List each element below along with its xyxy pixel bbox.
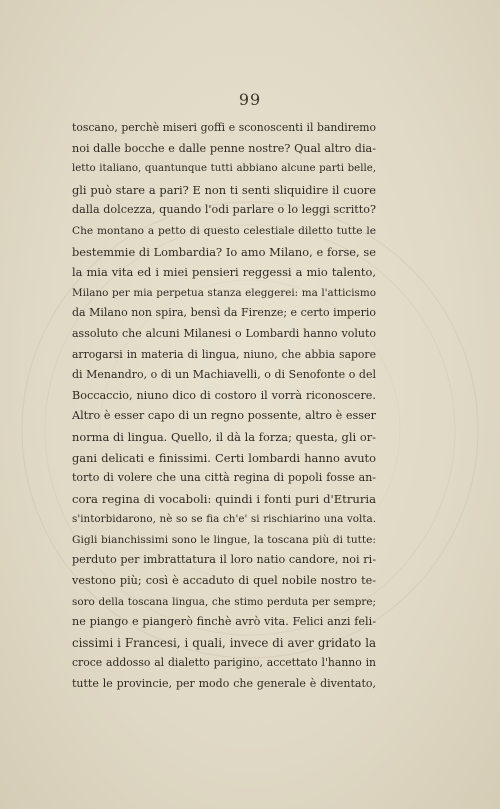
text-line: perduto per imbrattatura il loro natio candore, noi ri- [72, 553, 376, 567]
text-line: di Menandro, o di un Machiavelli, o di Senofonte o del [72, 368, 376, 382]
text-line: gani delicati e finissimi. Certi lombardi hanno avuto [72, 450, 376, 465]
text-line: toscano, perchè miseri goffi e sconoscenti il bandiremo [72, 121, 376, 134]
text-line: Milano per mia perpetua stanza eleggerei: ma l'atticismo [72, 286, 376, 299]
text-line: assoluto che alcuni Milanesi o Lombardi hanno voluto [72, 326, 376, 340]
text-line: gli può stare a pari? E non ti senti sliquidire il cuore [72, 182, 376, 197]
text-line: letto italiano, quantunque tutti abbiano alcune parti belle, [72, 163, 376, 175]
text-line: Gigli bianchissimi sono le lingue, la toscana più di tutte: [72, 533, 376, 546]
text-line: s'intorbidarono, nè so se fia ch'e' si rischiarino una volta. [72, 513, 376, 526]
text-line: da Milano non spira, bensì da Firenze; e certo imperio [72, 306, 376, 320]
text-line: arrogarsi in materia di lingua, niuno, che abbia sapore [72, 347, 376, 361]
text-line: Che montano a petto di questo celestiale diletto tutte le [72, 224, 376, 237]
text-line: croce addosso al dialetto parigino, accettato l'hanno in [72, 656, 376, 670]
text-line: tutte le provincie, per modo che generale è diventato, [72, 677, 376, 691]
text-line: norma di lingua. Quello, il dà la forza; questa, gli or- [72, 429, 376, 444]
text-line: la mia vita ed i miei pensieri reggessi a mio talento, [72, 265, 376, 280]
text-line: cissimi i Francesi, i quali, invece di aver gridato la [72, 635, 376, 650]
text-line: bestemmie di Lombardia? Io amo Milano, e forse, se [72, 244, 376, 259]
text-line: vestono più; così è accaduto di quel nobile nostro te- [72, 574, 376, 588]
text-line: soro della toscana lingua, che stimo perduta per sempre; [72, 595, 376, 608]
page-number: 99 [238, 90, 262, 109]
text-line: torto di volere che una città regina di popoli fosse an- [72, 471, 376, 485]
text-line: noi dalle bocche e dalle penne nostre? Qual altro dia- [72, 141, 376, 155]
text-line: Boccaccio, niuno dico di costoro il vorrà riconoscere. [72, 388, 376, 402]
text-line: Altro è esser capo di un regno possente, altro è esser [72, 409, 376, 423]
body-text [72, 118, 376, 695]
text-line: dalla dolcezza, quando l'odi parlare o lo leggi scritto? [72, 203, 376, 217]
text-line: ne piango e piangerò finchè avrò vita. Felici anzi feli- [72, 615, 376, 629]
text-line: cora regina di vocaboli: quindi i fonti puri d'Etruria [72, 491, 376, 506]
